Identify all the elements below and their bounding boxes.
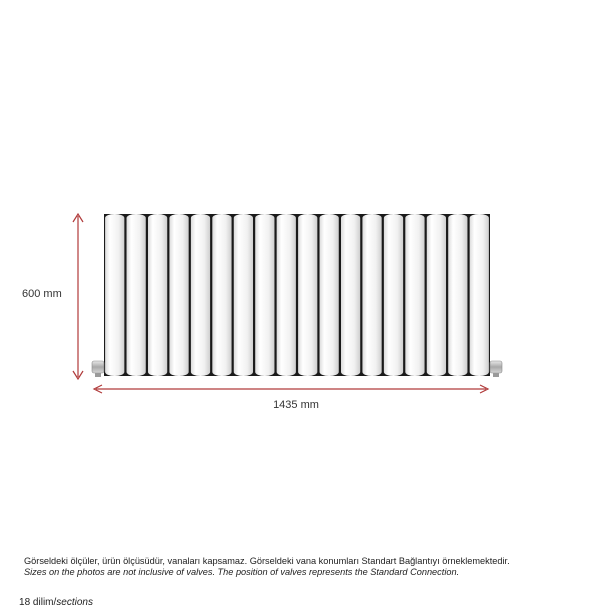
valve-right [490,361,502,377]
radiator-section [405,214,424,376]
radiator-section [234,214,253,376]
radiator-section [191,214,210,376]
radiator-section [362,214,381,376]
radiator-section [298,214,317,376]
height-dimension-arrow [73,214,83,379]
radiator-section [341,214,360,376]
radiator-section [148,214,167,376]
radiator-section [277,214,296,376]
radiator-section [127,214,146,376]
width-dimension-arrow [94,385,488,393]
note-turkish: Görseldeki ölçüler, ürün ölçüsüdür, vanaları kapsamaz. Görseldeki vana konumları Standart Bağlantıyı örneklemektedir. [24,556,510,566]
sections-prefix: 18 dilim/ [19,597,57,608]
radiator-section [212,214,231,376]
radiator-section [470,214,489,376]
height-label: 600 mm [22,288,62,300]
radiator-section [448,214,467,376]
radiator-section [255,214,274,376]
radiator-section [320,214,339,376]
radiator-section [384,214,403,376]
width-label: 1435 mm [273,399,319,411]
sections-label [0,597,112,608]
sections-suffix: sections [56,597,93,608]
radiator-section [427,214,446,376]
radiator-section [169,214,188,376]
radiator-section [105,214,124,376]
note-english: Sizes on the photos are not inclusive of valves. The position of valves represents the Standard Connection. [24,567,460,577]
valve-left [92,361,104,377]
